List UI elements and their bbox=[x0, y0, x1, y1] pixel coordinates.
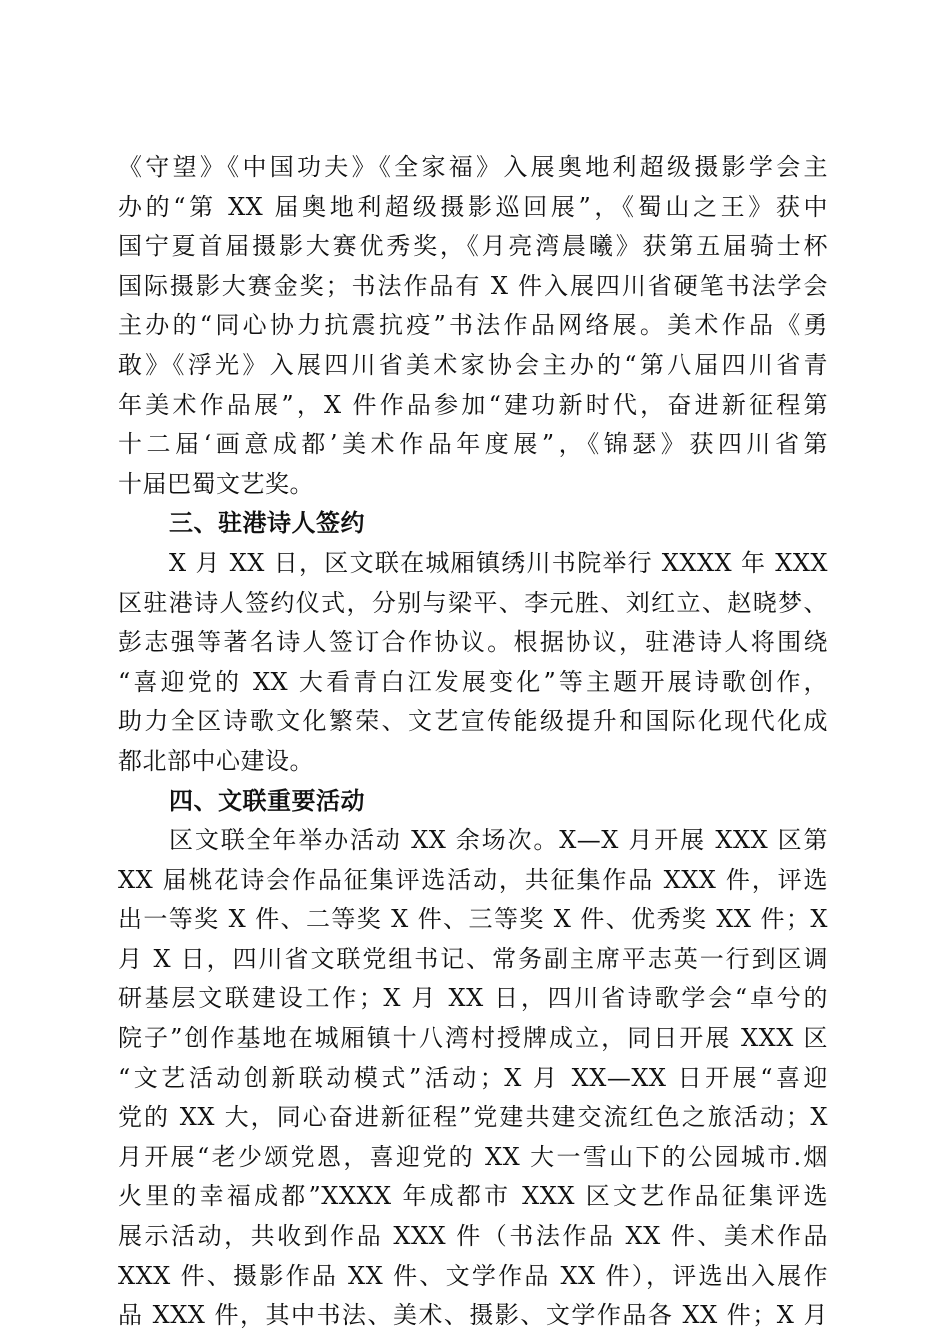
text-line: 十二届‘画意成都’美术作品年度展”，《锦瑟》获四川省第 bbox=[118, 430, 828, 459]
text-line: 办的“第 XX 届奥地利超级摄影巡回展”，《蜀山之王》获中 bbox=[118, 192, 828, 221]
text-line: “喜迎党的 XX 大看青白江发展变化”等主题开展诗歌创作， bbox=[118, 667, 828, 696]
text-line: 区驻港诗人签约仪式，分别与梁平、李元胜、刘红立、赵晓梦、 bbox=[118, 588, 828, 617]
paragraph-important-activities bbox=[118, 821, 828, 1336]
text-line: 国宁夏首届摄影大赛优秀奖，《月亮湾晨曦》获第五届骑士杯 bbox=[118, 232, 828, 261]
document-page bbox=[118, 148, 828, 1336]
text-line: 年美术作品展”，X 件作品参加“建功新时代，奋进新征程第 bbox=[118, 390, 828, 419]
text-line: 月开展“老少颂党恩，喜迎党的 XX 大一雪山下的公园城市.烟 bbox=[118, 1142, 828, 1171]
section-heading-important-activities: 四、文联重要活动 bbox=[169, 786, 365, 815]
text-line: 区文联全年举办活动 XX 余场次。X—X 月开展 XXX 区第 bbox=[169, 826, 828, 855]
text-line: 主办的“同心协力抗震抗疫”书法作品网络展。美术作品《勇 bbox=[118, 311, 828, 340]
text-line: 党的 XX 大，同心奋进新征程”党建共建交流红色之旅活动；X bbox=[118, 1103, 828, 1132]
text-line: 敢》《浮光》入展四川省美术家协会主办的“第八届四川省青 bbox=[118, 350, 828, 379]
section-heading-poet-signing: 三、驻港诗人签约 bbox=[169, 509, 365, 538]
paragraph-poet-signing bbox=[118, 544, 828, 782]
text-line: 助力全区诗歌文化繁荣、文艺宣传能级提升和国际化现代化成 bbox=[118, 707, 828, 736]
text-line: 品 XXX 件，其中书法、美术、摄影、文学作品各 XX 件；X 月 bbox=[118, 1301, 828, 1330]
text-line: 火里的幸福成都”XXXX 年成都市 XXX 区文艺作品征集评选 bbox=[118, 1182, 828, 1211]
text-line: 彭志强等著名诗人签订合作协议。根据协议，驻港诗人将围绕 bbox=[118, 628, 828, 657]
text-line: X 月 XX 日，区文联在城厢镇绣川书院举行 XXXX 年 XXX bbox=[169, 548, 828, 577]
text-line: XX 届桃花诗会作品征集评选活动，共征集作品 XXX 件，评选 bbox=[118, 865, 828, 894]
text-line: 十届巴蜀文艺奖。 bbox=[118, 469, 314, 498]
text-line: XXX 件、摄影作品 XX 件、文学作品 XX 件），评选出入展作 bbox=[118, 1261, 828, 1290]
text-line: 国际摄影大赛金奖；书法作品有 X 件入展四川省硬笔书法学会 bbox=[118, 271, 828, 300]
text-line: 都北部中心建设。 bbox=[118, 746, 314, 775]
paragraph-photography-calligraphy-art bbox=[118, 148, 828, 504]
text-line: 出一等奖 X 件、二等奖 X 件、三等奖 X 件、优秀奖 XX 件；X bbox=[118, 905, 828, 934]
text-line: 院子”创作基地在城厢镇十八湾村授牌成立，同日开展 XXX 区 bbox=[118, 1024, 828, 1053]
text-line: “文艺活动创新联动模式”活动；X 月 XX—XX 日开展“喜迎 bbox=[118, 1063, 828, 1092]
text-line: 展示活动，共收到作品 XXX 件（书法作品 XX 件、美术作品 bbox=[118, 1222, 828, 1251]
text-line: 研基层文联建设工作；X 月 XX 日，四川省诗歌学会“卓兮的 bbox=[118, 984, 828, 1013]
text-line: 月 X 日，四川省文联党组书记、常务副主席平志英一行到区调 bbox=[118, 944, 828, 973]
text-line: 《守望》《中国功夫》《全家福》入展奥地利超级摄影学会主 bbox=[118, 153, 828, 181]
